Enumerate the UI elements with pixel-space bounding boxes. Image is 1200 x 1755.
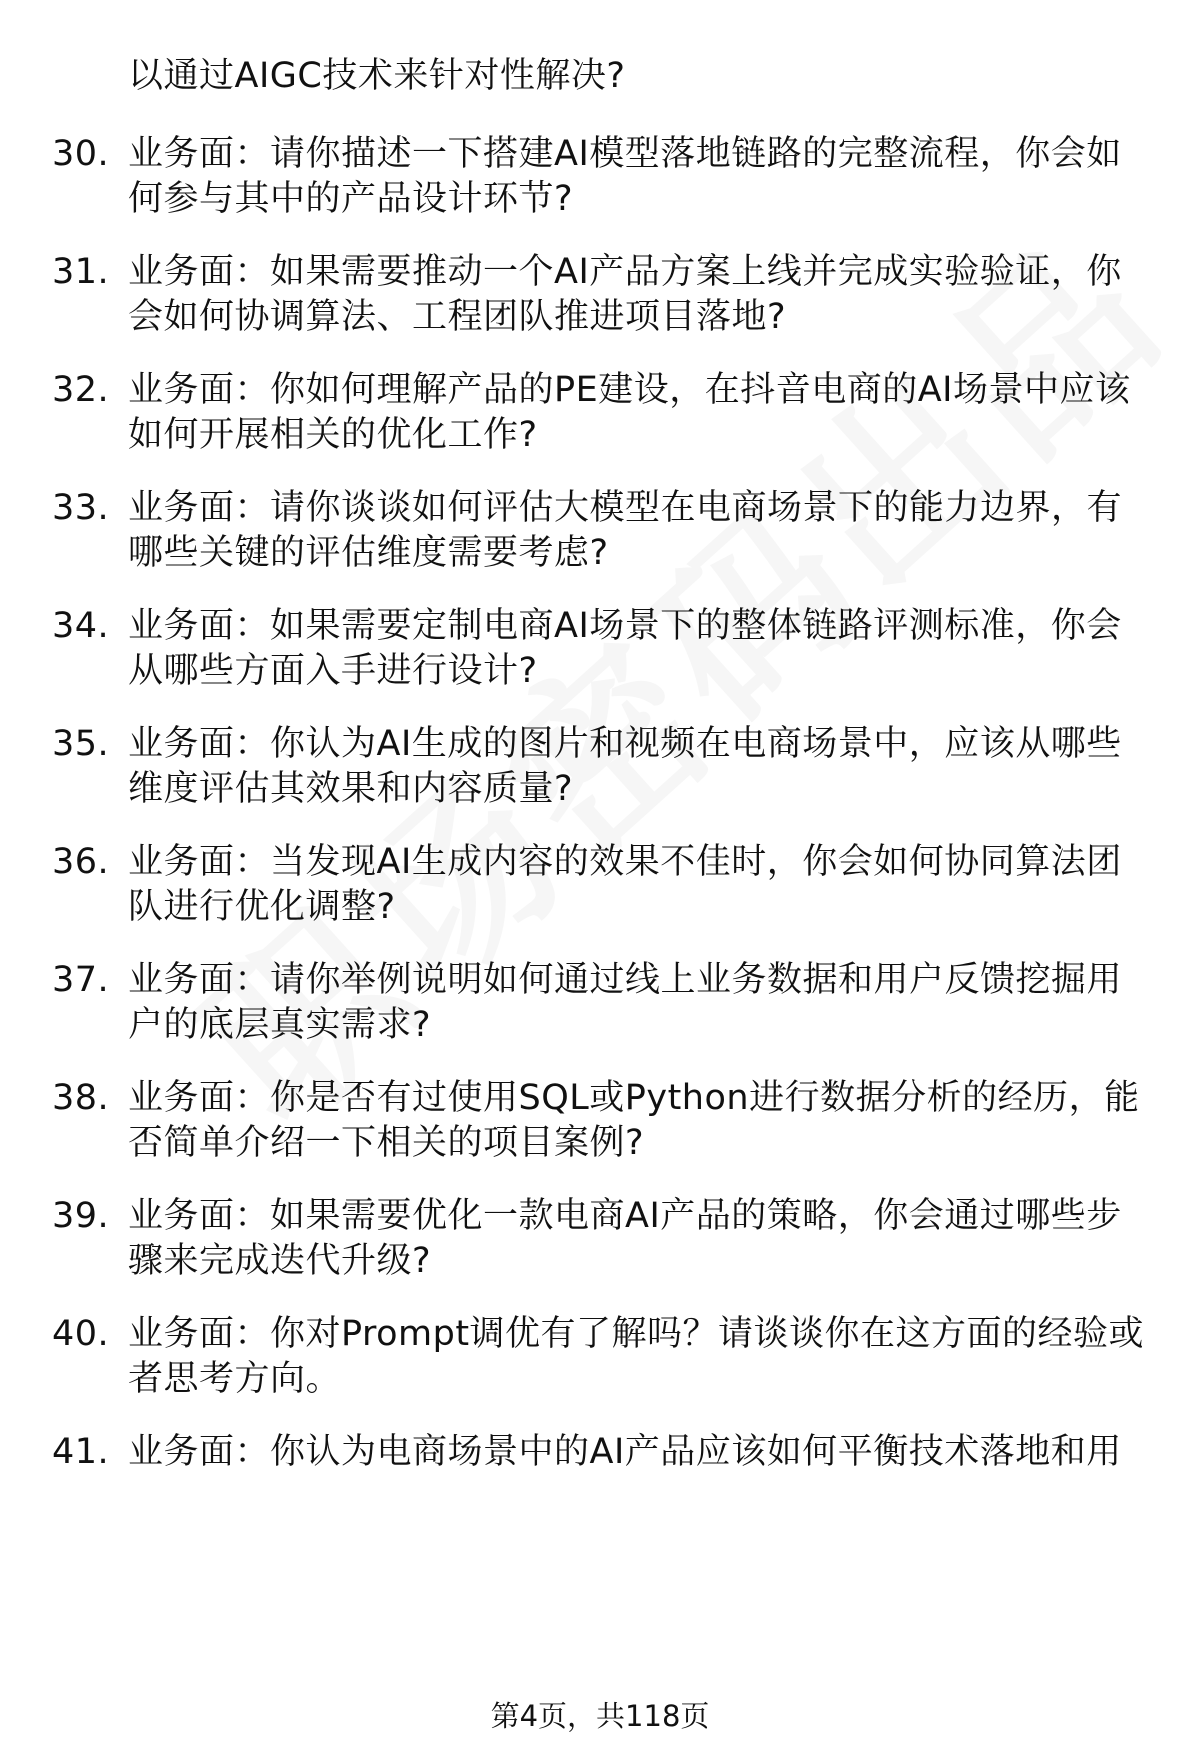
question-number: 41.	[52, 1432, 110, 1472]
question-text-line2: 户的底层真实需求?	[128, 1005, 432, 1045]
intro-text: 以通过AIGC技术来针对性解决?	[128, 56, 626, 96]
question-text-line2: 从哪些方面入手进行设计?	[128, 651, 538, 691]
question-text-line2: 何参与其中的产品设计环节?	[128, 179, 574, 219]
question-number: 36.	[52, 842, 110, 882]
question-text-line2: 者思考方向。	[128, 1359, 342, 1399]
question-text-line2: 否简单介绍一下相关的项目案例?	[128, 1123, 645, 1163]
question-text-line2: 队进行优化调整?	[128, 887, 396, 927]
question-number: 35.	[52, 724, 110, 764]
question-text-line1: 业务面：你是否有过使用SQL或Python进行数据分析的经历，能	[128, 1078, 1140, 1118]
question-text-line1: 业务面：你认为电商场景中的AI产品应该如何平衡技术落地和用	[128, 1432, 1122, 1472]
question-text-line2: 会如何协调算法、工程团队推进项目落地?	[128, 297, 787, 337]
question-number: 30.	[52, 134, 110, 174]
question-number: 32.	[52, 370, 110, 410]
question-text-line1: 业务面：请你描述一下搭建AI模型落地链路的完整流程，你会如	[128, 134, 1122, 174]
question-text-line1: 业务面：请你谈谈如何评估大模型在电商场景下的能力边界，有	[128, 488, 1123, 528]
question-text-line1: 业务面：你对Prompt调优有了解吗？请谈谈你在这方面的经验或	[128, 1314, 1145, 1354]
page-footer: 第4页，共118页	[490, 1699, 710, 1733]
question-text-line2: 维度评估其效果和内容质量?	[128, 769, 574, 809]
question-number: 40.	[52, 1314, 110, 1354]
question-number: 31.	[52, 252, 110, 292]
question-text-line1: 业务面：如果需要定制电商AI场景下的整体链路评测标准，你会	[128, 606, 1122, 646]
question-text-line1: 业务面：你认为AI生成的图片和视频在电商场景中，应该从哪些	[128, 724, 1122, 764]
question-number: 39.	[52, 1196, 110, 1236]
question-text-line1: 业务面：如果需要优化一款电商AI产品的策略，你会通过哪些步	[128, 1196, 1122, 1236]
question-text-line2: 如何开展相关的优化工作?	[128, 415, 538, 455]
question-text-line1: 业务面：请你举例说明如何通过线上业务数据和用户反馈挖掘用	[128, 960, 1123, 1000]
question-number: 33.	[52, 488, 110, 528]
question-text-line1: 业务面：当发现AI生成内容的效果不佳时，你会如何协同算法团	[128, 842, 1122, 882]
question-text-line1: 业务面：如果需要推动一个AI产品方案上线并完成实验验证，你	[128, 252, 1122, 292]
question-text-line2: 骤来完成迭代升级?	[128, 1241, 432, 1281]
question-number: 38.	[52, 1078, 110, 1118]
question-text-line2: 哪些关键的评估维度需要考虑?	[128, 533, 609, 573]
question-number: 34.	[52, 606, 110, 646]
question-text-line1: 业务面：你如何理解产品的PE建设，在抖音电商的AI场景中应该	[128, 370, 1131, 410]
question-number: 37.	[52, 960, 110, 1000]
